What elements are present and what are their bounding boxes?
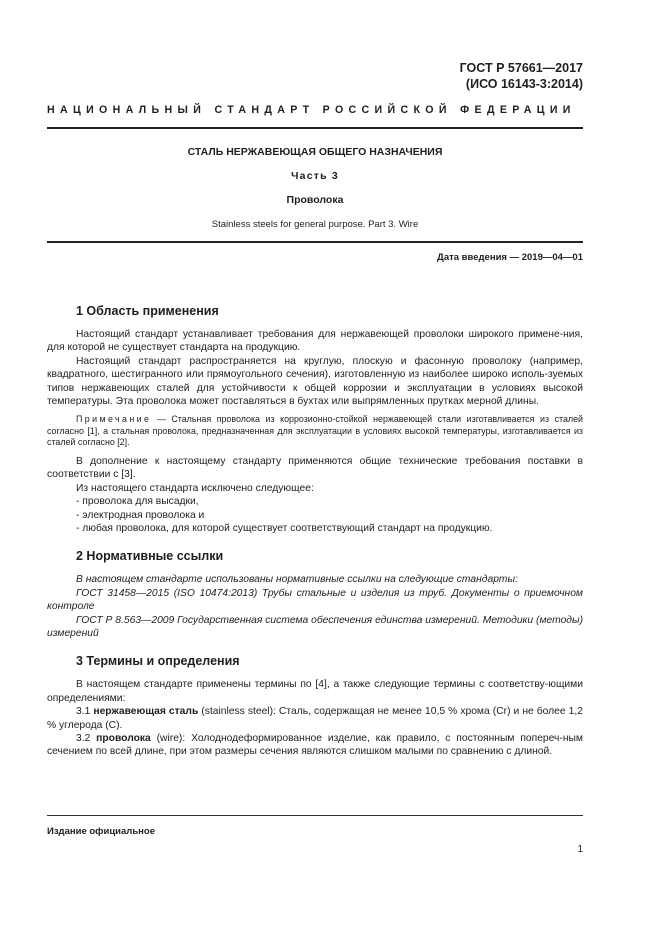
page-number: 1 (577, 844, 583, 855)
term-name: проволока (96, 733, 151, 745)
list-item: - любая проволока, для которой существует соответствующий стандарт на продукцию. (76, 522, 493, 534)
list-item: - электродная проволока и (76, 509, 205, 521)
section-3-heading: 3 Термины и определения (76, 654, 240, 669)
document-part: Часть 3 (291, 170, 339, 182)
standard-designation (460, 60, 583, 92)
title-rule (47, 241, 583, 243)
normative-reference: ГОСТ Р 8.563—2009 Государственная система обеспечения единства измерений. Методики (методы) измерений (47, 614, 583, 639)
paragraph: В настоящем стандарте использованы нормативные ссылки на следующие стандарты: (76, 574, 518, 586)
national-standard-heading: НАЦИОНАЛЬНЫЙ СТАНДАРТ РОССИЙСКОЙ ФЕДЕРАЦИИ (47, 104, 576, 116)
section-1-heading: 1 Область применения (76, 304, 219, 318)
document-title: СТАЛЬ НЕРЖАВЕЮЩАЯ ОБЩЕГО НАЗНАЧЕНИЯ (187, 146, 443, 158)
list-item: - проволока для высадки, (76, 496, 199, 508)
document-page (47, 0, 583, 935)
term-name: нержавеющая сталь (93, 706, 199, 718)
english-title: Stainless steels for general purpose. Part 3. Wire (211, 219, 419, 230)
term-number: 3.2 (76, 733, 97, 745)
introduction-date: Дата введения — 2019—04—01 (437, 252, 583, 263)
paragraph: В дополнение к настоящему стандарту применяются общие технические требования поставки в соответствии с [3]. (47, 455, 583, 481)
section-2-heading: 2 Нормативные ссылки (76, 549, 224, 564)
term-definition (47, 732, 583, 759)
note-text: — Стальная проволока из коррозионно-стойкой нержавеющей стали изготавливается из сталей согласно [1], а стальная проволока, предназначенная для эксплуатации в условиях высокой температуры, изготавливается из сталей согласно [2]. (47, 414, 583, 448)
term-text: (stainless steel): Сталь, содержащая не менее 10,5 % хрома (Cr) и не более 1,2 % углерода (С). (47, 706, 583, 731)
header-rule (47, 127, 583, 129)
term-definition (47, 705, 583, 732)
footer-rule (47, 815, 583, 816)
note (47, 414, 583, 449)
normative-reference: ГОСТ 31458—2015 (ISO 10474:2013) Трубы стальные и изделия из труб. Документы о приемочном контроле (47, 587, 583, 613)
edition-label: Издание официальное (47, 826, 155, 837)
term-text: (wire): Холоднодеформированное изделие, как правило, с постоянным попереч-ным сечением по всей длине, при этом размеры сечения являются слишком малыми по сравнению с длиной. (47, 733, 583, 758)
document-body (47, 304, 583, 759)
note-label: Примечание (76, 414, 152, 425)
paragraph: Настоящий стандарт устанавливает требования для нержавеющей проволоки широкого примене-ния, для которой не существует стандарта на продукцию. (47, 329, 583, 354)
iso-number: (ИСО 16143-3:2014) (465, 77, 583, 91)
paragraph: Настоящий стандарт распространяется на круглую, плоскую и фасонную проволоку (например, квадратного, шестигранного или прямоугольного сечения), изготовленную из наиболее широко исполь-зуемых типов нержавеющих сталей для устойчивости к общей коррозии и эксплуатации в условиях высокой температуры. Эта проволока может поставляться в бухтах или выпрямленных прутках мерной длины. (47, 355, 583, 408)
paragraph: В настоящем стандарте применены термины по [4], а также следующие термины с соответству-ющими определениями: (47, 679, 583, 704)
term-number: 3.1 (76, 706, 94, 718)
document-subtitle: Проволока (286, 194, 344, 206)
paragraph: Из настоящего стандарта исключено следующее: (76, 482, 314, 494)
standard-number: ГОСТ Р 57661—2017 (459, 61, 583, 75)
